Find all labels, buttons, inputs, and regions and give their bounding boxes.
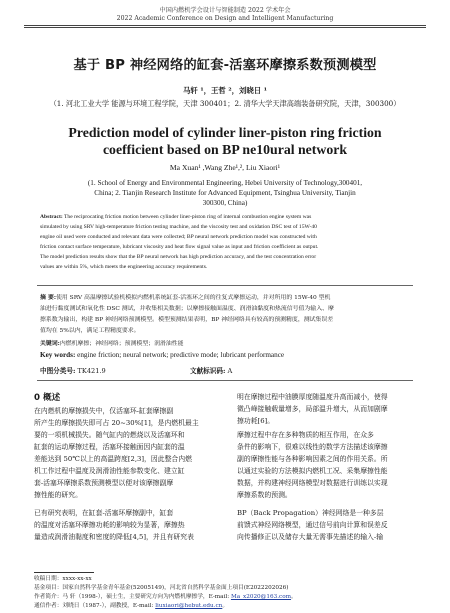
english-title-line-1: Prediction model of cylinder liner-piston ring friction — [68, 125, 382, 140]
footnote-author: 作者简介：马 轩（1998-），硕士生，主要研究方向为内燃机摩擦学，E-mail: Ma_x2020@163.com。 — [34, 594, 297, 600]
english-abstract-line: simulated by using SRV high-temperature friction testing machine, and the viscosity test and oxidation DSC test of 15W-40 — [40, 224, 317, 230]
body-left-line: 在内燃机的摩擦损失中，仅活塞环-缸套摩擦副 — [34, 407, 174, 415]
body-right-line: 擦功耗[6]。 — [237, 417, 275, 425]
english-authors: Ma Xuan¹ ,Wang Zhe¹,², Liu Xiaori¹ — [169, 163, 281, 172]
body-right-line: 摩擦系数的预测。 — [237, 491, 292, 499]
body-divider — [37, 380, 413, 381]
document-code: 文献标识码: A — [190, 367, 233, 375]
running-header-zh: 中国内燃机学会设计与智能制造 2022 学术年会 — [159, 7, 291, 14]
english-abstract-line: values are within 5%, which meets the engineering accuracy requirements. — [40, 264, 208, 270]
body-left-line: 所产生的摩擦损失即可占 20~30%[1]，是内燃机最主 — [34, 419, 199, 427]
body-right-line: 摩擦过程中存在多种物质的相互作用，在众多 — [237, 431, 374, 439]
body-left-line: 差能达到 50℃以上的高温跨度[2,3]，因此整合内燃 — [34, 455, 192, 463]
footnote-fund: 基金项目：国家自然科学基金青年基金(52005149)，河北省自然科学基金面上项目(E2022202026) — [34, 585, 289, 591]
english-affiliation-line-3: 300300, China) — [202, 199, 248, 207]
chinese-keywords-label: 关键词: — [40, 340, 60, 347]
body-right-line: 副的摩擦性能与各种影响因素之间的作用关系。所 — [237, 455, 388, 463]
chinese-keywords: 关键词:内燃机摩擦；神经网络；预测模型；润滑油性能 — [40, 340, 184, 347]
body-right-line: 前馈式神经网络模型，通过信号前向计算和误差反 — [237, 521, 388, 529]
body-left-line: 套-活塞环摩擦系数预测模型以便对该摩擦副摩 — [34, 479, 174, 487]
chinese-abstract-line: 油进行黏度测试和氧化性 DSC 测试，并收集相关数据；以摩擦接触面温度、润滑油黏度和热流信号值为输入、摩 — [40, 306, 334, 312]
body-right-line: BP（Back Propagation）神经网络是一种多层 — [237, 509, 384, 517]
corresponding-email-link[interactable]: liuxiaori@hebut.edu.cn — [155, 603, 223, 609]
chinese-abstract-line: 擦系数为输出，构建 BP 神经网络预测模型。模型预测结果表明，BP 神经网络具有较高的预测精度，测试集误差 — [40, 317, 334, 323]
chinese-authors: 马轩 ¹，王哲 ²，刘晓日 ¹ — [183, 86, 267, 95]
body-left-line: 已有研究表明，在缸套-活塞环摩擦副中，缸套 — [34, 509, 174, 517]
header-rule-thin — [24, 27, 426, 28]
body-left-line: 量造成润滑油黏度和密度的降低[4,5]，并且有研究表 — [34, 533, 194, 541]
english-title-line-2: coefficient based on BP ne10ural network — [102, 142, 348, 157]
footnote-corresponding: 通信作者：刘晓日（1987-），副教授，E-mail: liuxiaori@hebut.edu.cn。 — [34, 603, 228, 609]
chinese-affiliation: （1. 河北工业大学 能源与环境工程学院，天津 300401；2. 清华大学天津高端装备研究院，天津，300300） — [49, 99, 401, 108]
body-right-line: 向传播修正以及储存大量无需事先描述的输入-输 — [237, 533, 384, 541]
english-abstract-line: engine oil used were conducted and relevant data were collected; BP neural network prediction model was constructed with — [40, 234, 317, 240]
english-affiliation-line-1: (1. School of Energy and Environmental Engineering, Hebei University of Technology,300401, — [87, 179, 363, 187]
english-abstract-line: The model prediction results show that the BP neural network has high prediction accuracy, and the test concentration error — [40, 254, 317, 260]
section-heading: 0 概述 — [34, 393, 61, 403]
chinese-abstract-label: 摘 要: — [40, 294, 57, 301]
chinese-abstract-line: 摘 要:使用 SRV 高温摩擦试验机模拟内燃机系统缸套-活塞环之间的往复式摩擦运动，并对所用的 15W-40 型机 — [40, 294, 331, 301]
english-affiliation-line-2: China; 2. Tianjin Research Institute for Advanced Equipment, Tsinghua University, Tianjin — [94, 189, 356, 197]
footnote-received: 收稿日期：xxxx-xx-xx — [34, 576, 92, 582]
author-email-link[interactable]: Ma_x2020@163.com — [230, 594, 292, 600]
english-keywords-label: Key words: — [40, 351, 76, 359]
clc-number: 中图分类号: TK421.9 — [40, 367, 106, 375]
body-left-line: 的温度对活塞环摩擦功耗的影响较为显著，摩擦热 — [34, 521, 185, 529]
body-left-line: 缸套的运动摩擦过程，活塞环接触面因内缸套的温 — [34, 443, 185, 451]
body-right-line: 明在摩擦过程中油膜厚度随温度升高而减小，使得 — [237, 393, 388, 401]
chinese-abstract-line: 值均在 5%以内，满足工程精度要求。 — [40, 328, 140, 334]
body-left-line: 要的一项机械损失。随气缸内的燃烧以及活塞环和 — [34, 431, 185, 439]
body-left-line: 擦性能的研究。 — [34, 491, 82, 499]
abstract-divider — [37, 285, 413, 286]
english-abstract-label: Abstract: — [40, 214, 63, 220]
body-right-line: 微凸峰接触载量增多，局部温升增大，从而加剧摩 — [237, 405, 388, 413]
english-abstract-line: friction contact surface temperature, lubricant viscosity and heat flow signal value as input and friction coefficient as output. — [40, 244, 319, 250]
body-right-line: 数据，并构建神经网络模型对数据进行训练以实现 — [237, 479, 388, 487]
chinese-title: 基于 BP 神经网络的缸套-活塞环摩擦系数预测模型 — [73, 58, 377, 73]
footnote-rule — [34, 572, 94, 573]
body-left-line: 机工作过程中温度及润滑油性能参数变化、建立缸 — [34, 467, 185, 475]
english-abstract-line: Abstract: The reciprocating friction motion between cylinder liner-piston ring of internal combustion engine system was — [40, 214, 312, 220]
body-right-line: 条件的影响下，很难以线性的数学方法描述该摩擦 — [237, 443, 388, 451]
header-rule — [24, 25, 426, 26]
english-keywords: Key words: engine friction; neural network; predictive mode; lubricant performance — [40, 351, 285, 359]
running-header-en: 2022 Academic Conference on Design and Intelligent Manufacturing — [116, 15, 334, 22]
body-right-line: 以通过实验的方法模拟内燃机工况、采集摩擦性能 — [237, 467, 388, 475]
